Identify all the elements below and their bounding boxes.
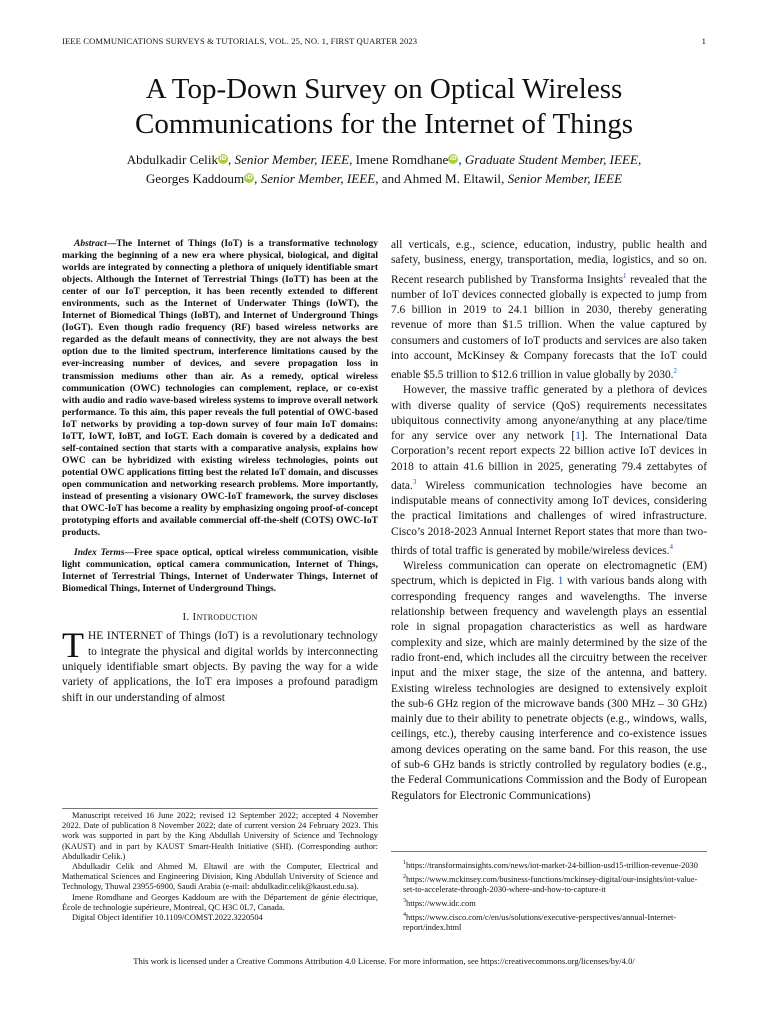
footnote-doi: Digital Object Identifier 10.1109/COMST.2022.3220504 [72,913,263,923]
index-terms [62,547,378,595]
author-4-role: Senior Member, IEEE [507,171,623,186]
orcid-icon[interactable]: iD [219,155,227,162]
paragraph: Wireless communication can operate on electromagnetic (EM) spectrum, which is depicted in Fig. 1 with various bands along with corresponding frequency ranges and wavelengths. The inverse relationship between frequency and wavelength plays an essential role in signal propagation characteristics as well as hardware complexity and size, which are mainly determined by the size of the radio front-end, which includes all the circuitry between the receiver input and the mixer stage, the size of the antenna, and battery. Existing wireless technologies are designed to extensively exploit the sub-6 GHz region of the microwave bands (300 MHz – 30 GHz) mainly due to their ability to penetrate objects (e.g., windows, walls, ceilings, etc.), thereby causing interference and co-existence issues among devices operating on the same band. For this reason, the use of sub-6 GHz bands is strictly controlled by regulatory bodies (e.g., the Federal Communications Commission and the Body of European Regulators for Electronic Communications) [391,560,707,802]
paragraph: all verticals, e.g., science, education, industry, public health and safety, business, energy, transportation, media, logistics, and so on. Recent research published by Transforma Insights$^1$ revealed that the number of IoT devices connected globally is expected to jump from 7.6 billion in 2019 to 24.1 billion in 2030, thereby generating revenue of more than $1.5 trillion. When the value captured by consumers and customers of IoT products and services are also taken into account, McKinsey & Company forecasts that the IoT could enable $5.5 trillion to $12.6 trillion in value globally by 2030.$^2$ [391,239,707,381]
author-list [0,150,768,188]
author-1-role: , Senior Member, IEEE [228,152,350,167]
intro-paragraph: THE INTERNET of Things (IoT) is a revolutionary technology to integrate the physical and digital worlds by interconnecting uniquely identifiable smart objects. By paving the way for a wide variety of applications, the IoT era imposes a profound paradigm shift in our understanding of almost [62,625,378,704]
footnotes-left [62,808,378,923]
paragraph: However, the massive traffic generated by a plethora of devices with diverse quality of service (QoS) requirements necessitates ubiquitous connectivity among anyone/anything at any place/time for any service over any network [1]. The International Data Corporation’s recent report expects 22 billion active IoT devices in 2018 to attain 41.6 billion in 2025, generating 79.4 zettabytes of data.$^3$ Wireless communication technologies have become an indisputable means of connectivity among IoT devices, considering the practical limitations and challenges of wired infrastructure. Cisco’s 2018-2023 Annual Internet Report states that more than two-thirds of total traffic is generated by mobile/wireless devices.$^4$ [391,384,707,557]
footnote-affiliation-1: Abdulkadir Celik and Ahmed M. Eltawil are with the Computer, Electrical and Mathematical Sciences and Engineering Division, King Abdullah University of Science and Technology, Thuwal 23955-6900, Saudi Arabia (e-mail: abdulkadir.celik@kaust.edu.sa). [62,862,378,892]
orcid-icon[interactable]: iD [449,155,457,162]
footnote-url[interactable]: $^4$https://www.cisco.com/c/en/us/solutions/executive-perspectives/annual-Internet-report/index.html [403,912,677,933]
footnote-url[interactable]: $^2$https://www.mckinsey.com/business-functions/mckinsey-digital/our-insights/iot-value-set-to-accelerate-through-2030-where-and-how-to-capture-it [403,874,698,894]
journal-name: IEEE COMMUNICATIONS SURVEYS & TUTORIALS, VOL. 25, NO. 1, FIRST QUARTER 2023 [62,36,418,46]
figure-link[interactable]: 1 [557,575,564,588]
abstract [62,238,378,539]
abstract-text: —The Internet of Things (IoT) is a transformative technology marking the beginning of a new era where physical, biological, and digital worlds are integrated by connecting a plethora of uniquely identifiable smart objects. Although the Internet of Terrestrial Things (IoTT) has been at the center of our IoT perception, it has been recently extended to different environments, such as the Internet of Underwater Things (IoWT), the Internet of Biomedical Things (IoBT), and Internet of Underground Things (IoGT). Even though radio frequency (RF) based wireless networks are regarded as the default means of connectivity, they are not always the best option due to the limited spectrum, interference limitations caused by the ever-increasing number of devices, and severe propagation loss in transmission mediums other than air. As a remedy, optical wireless communication (OWC) technologies can complement, replace, or co-exist with audio and radio wave-based wireless systems to improve overall network performance. To this aim, this paper reveals the full potential of OWC-based IoT networks by providing a top-down survey of four main IoT domains: IoTT, IoWT, IoBT, and IoGT. Each domain is covered by a dedicated and self-contained section that starts with a comparative analysis, explains how OWC can be hybridized with existing wireless technologies, points out potential OWC applications fitting best the related IoT domain, and discusses open communication and networking research problems. More importantly, instead of presenting a visionary OWC-IoT framework, the survey discloses that OWC-IoT has become a reality by emphasizing ongoing proof-of-concept prototyping efforts and available commercial off-the-shelf (COTS) OWC-IoT products. [62,239,378,539]
author-2: , Imene Romdhane [349,152,449,167]
paper-title [0,72,768,142]
footnote-ref[interactable]: 3 [412,478,417,487]
footnote-ref[interactable]: 1 [623,271,627,280]
author-3-role: , Senior Member, IEEE [254,171,376,186]
section-heading: I. Introduction [182,611,258,624]
footnote-affiliation-2: Imene Romdhane and Georges Kaddoum are with the Département de génie électrique, École de technologie supérieure, Montreal, QC H3C 0L7, Canada. [62,892,378,912]
running-header [62,36,706,50]
drop-cap: T [62,625,84,666]
abstract-label: Abstract [74,239,107,249]
title-line-1: A Top-Down Survey on Optical Wireless [145,73,623,105]
footnote-ref[interactable]: 2 [673,367,678,376]
footnote-url[interactable]: $^1$https://transformainsights.com/news/iot-market-24-billion-usd15-trillion-revenue-2030 [403,860,698,870]
license-notice: This work is licensed under a Creative Commons Attribution 4.0 License. For more information, see https://creativecommons.org/licenses/by/4.0/ [133,956,635,966]
title-line-2: Communications for the Internet of Things [134,108,633,140]
author-4: , and Ahmed M. Eltawil, [375,171,508,186]
footnote-url[interactable]: $^3$https://www.idc.com [403,898,476,908]
author-3: Georges Kaddoum [145,171,245,186]
footnote-ref[interactable]: 4 [669,543,673,552]
author-2-role: , Graduate Student Member, IEEE, [458,152,642,167]
index-terms-text: —Free space optical, optical wireless communication, visible light communication, optical camera communication, Internet of Things, Internet of Terrestrial Things, Internet of Underwater Things, Internet of Biomedical Things, Internet of Underground Things. [62,548,378,595]
citation-link[interactable]: 1 [575,430,581,443]
orcid-icon[interactable]: iD [245,174,253,181]
left-column [62,238,378,706]
footnote-manuscript: Manuscript received 16 June 2022; revised 12 September 2022; accepted 4 November 2022. Date of publication 8 November 2022; date of current version 24 February 2023. This work was supported in part by the King Abdullah University of Science and Technology (KAUST) and in part by KAUST Smart-Health Initiative (SHI). (Corresponding author: Abdulkadir Celik.) [62,811,378,861]
page-number: 1 [701,36,706,46]
index-terms-label: Index Terms [74,548,125,559]
author-1: Abdulkadir Celik [126,152,218,167]
footnotes-right [391,851,707,934]
right-column [391,238,707,804]
